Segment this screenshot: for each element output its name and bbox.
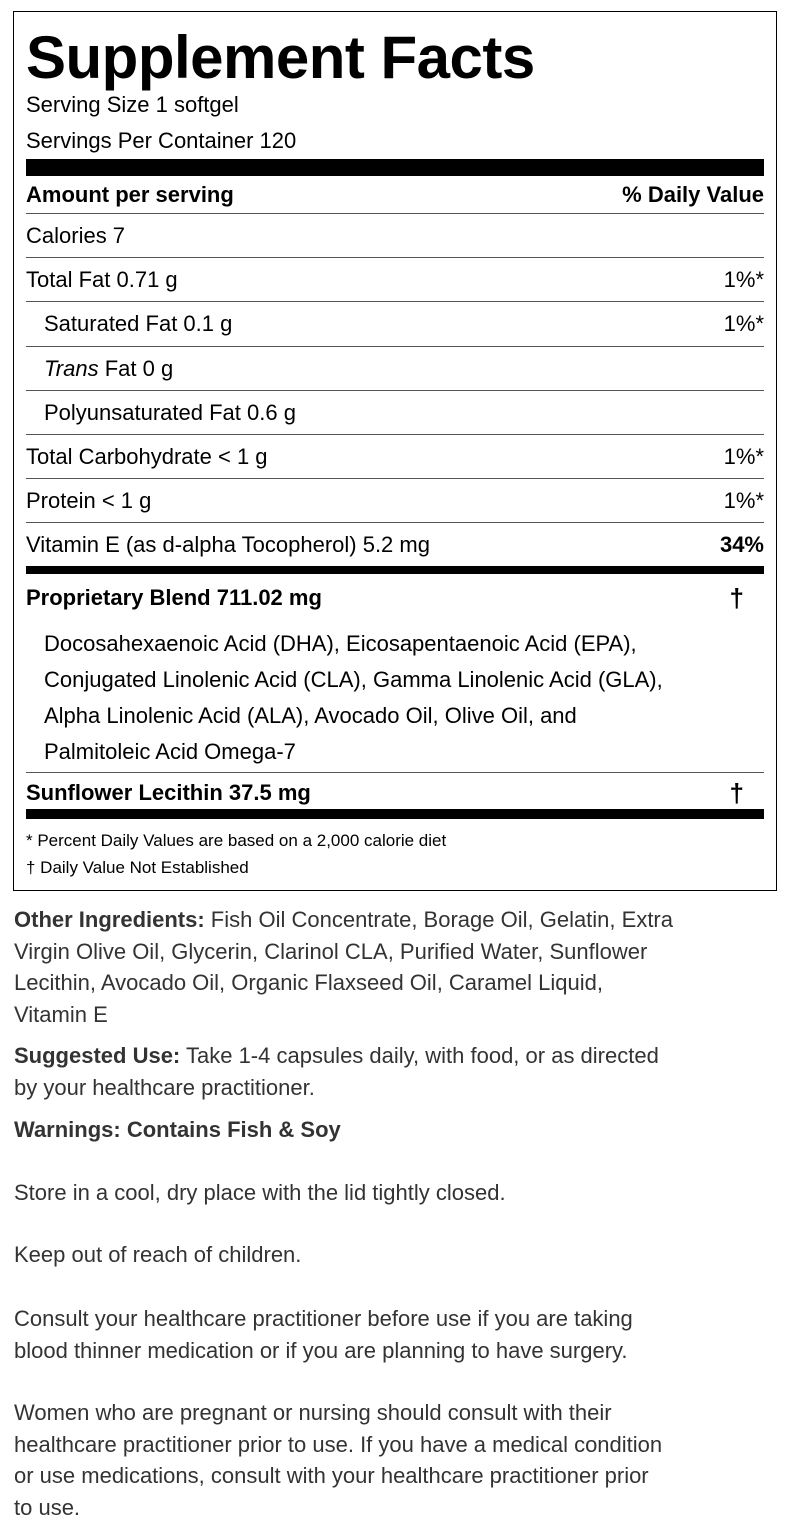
nutrient-dv: 1%* — [723, 267, 764, 292]
amount-header: Amount per serving — [26, 182, 234, 207]
nutrient-row-total-fat — [26, 258, 764, 302]
blend-line: Docosahexaenoic Acid (DHA), Eicosapentaenoic Acid (EPA), — [44, 631, 637, 656]
bottom-divider — [26, 809, 764, 819]
medium-divider — [26, 566, 764, 574]
nutrient-label: Saturated Fat 0.1 g — [44, 311, 233, 336]
nutrient-label: Vitamin E (as d-alpha Tocopherol) 5.2 mg — [26, 532, 430, 557]
suggested-use-label: Suggested Use: — [14, 1043, 181, 1068]
trans-italic: Trans — [44, 356, 99, 381]
women-note — [14, 1397, 782, 1523]
warnings-heading — [14, 1114, 782, 1146]
panel-title: Supplement Facts — [26, 24, 535, 91]
blend-line: Alpha Linolenic Acid (ALA), Avocado Oil, Olive Oil, and — [44, 703, 577, 728]
blend-ingredients — [44, 626, 764, 770]
nutrient-row-protein — [26, 479, 764, 523]
other-ingredients-text: Lecithin, Avocado Oil, Organic Flaxseed Oil, Caramel Liquid, — [14, 970, 603, 995]
footnote-percent: * Percent Daily Values are based on a 2,000 calorie diet — [26, 831, 447, 850]
nutrient-row-calories — [26, 214, 764, 258]
suggested-use-text: Take 1-4 capsules daily, with food, or as directed — [180, 1043, 659, 1068]
nutrient-label: Total Carbohydrate < 1 g — [26, 444, 268, 469]
nutrient-row-vitamin-e — [26, 523, 764, 567]
consult-note — [14, 1303, 782, 1366]
nutrient-dv: 1%* — [723, 444, 764, 469]
footnote-dagger: † Daily Value Not Established — [26, 858, 249, 877]
nutrient-label: Calories 7 — [26, 223, 126, 248]
children-note: Keep out of reach of children. — [14, 1242, 302, 1267]
servings-per-container: Servings Per Container 120 — [26, 128, 297, 153]
nutrient-label — [44, 347, 173, 391]
other-ingredients-label: Other Ingredients: — [14, 907, 205, 932]
suggested-use — [14, 1040, 782, 1103]
women-line: Women who are pregnant or nursing should consult with their — [14, 1400, 612, 1425]
women-line: healthcare practitioner prior to use. If you have a medical condition — [14, 1431, 663, 1457]
nutrient-label: Total Fat 0.71 g — [26, 267, 178, 292]
trans-rest: Fat 0 g — [98, 356, 174, 381]
other-ingredients-text: Virgin Olive Oil, Glycerin, Clarinol CLA, Purified Water, Sunflower — [14, 938, 648, 964]
nutrient-label: Polyunsaturated Fat 0.6 g — [44, 400, 296, 425]
blend-line: Palmitoleic Acid Omega-7 — [44, 739, 296, 764]
dv-header: % Daily Value — [622, 182, 764, 207]
proprietary-blend-row — [26, 583, 764, 613]
lecithin-dagger: † — [729, 778, 744, 808]
women-line: or use medications, consult with your healthcare practitioner prior — [14, 1463, 649, 1488]
supplement-facts-panel — [13, 11, 777, 891]
nutrient-row-total-carbohydrate — [26, 435, 764, 479]
storage-note: Store in a cool, dry place with the lid tightly closed. — [14, 1180, 506, 1205]
nutrient-row-trans-fat — [26, 347, 764, 391]
other-ingredients-text: Fish Oil Concentrate, Borage Oil, Gelatin, Extra — [204, 907, 673, 932]
women-line: to use. — [14, 1494, 81, 1520]
amount-header-row — [26, 173, 764, 217]
other-ingredients-text: Vitamin E — [14, 1001, 108, 1027]
consult-line: Consult your healthcare practitioner before use if you are taking — [14, 1306, 633, 1331]
lecithin-label: Sunflower Lecithin 37.5 mg — [26, 780, 311, 805]
nutrient-dv: 1%* — [723, 311, 764, 336]
blend-dagger: † — [729, 583, 744, 613]
nutrient-dv: 1%* — [723, 488, 764, 513]
other-ingredients — [14, 904, 782, 1030]
consult-line: blood thinner medication or if you are planning to have surgery. — [14, 1337, 628, 1363]
suggested-use-text: by your healthcare practitioner. — [14, 1074, 315, 1100]
nutrient-label: Protein < 1 g — [26, 488, 152, 513]
nutrient-row-polyunsaturated-fat — [26, 391, 764, 435]
blend-label: Proprietary Blend 711.02 mg — [26, 585, 322, 610]
nutrient-row-saturated-fat — [26, 302, 764, 346]
nutrient-dv: 34% — [719, 532, 764, 557]
blend-line: Conjugated Linolenic Acid (CLA), Gamma Linolenic Acid (GLA), — [44, 667, 663, 692]
warnings-label: Warnings: Contains Fish & Soy — [14, 1117, 341, 1142]
serving-size: Serving Size 1 softgel — [26, 92, 239, 117]
